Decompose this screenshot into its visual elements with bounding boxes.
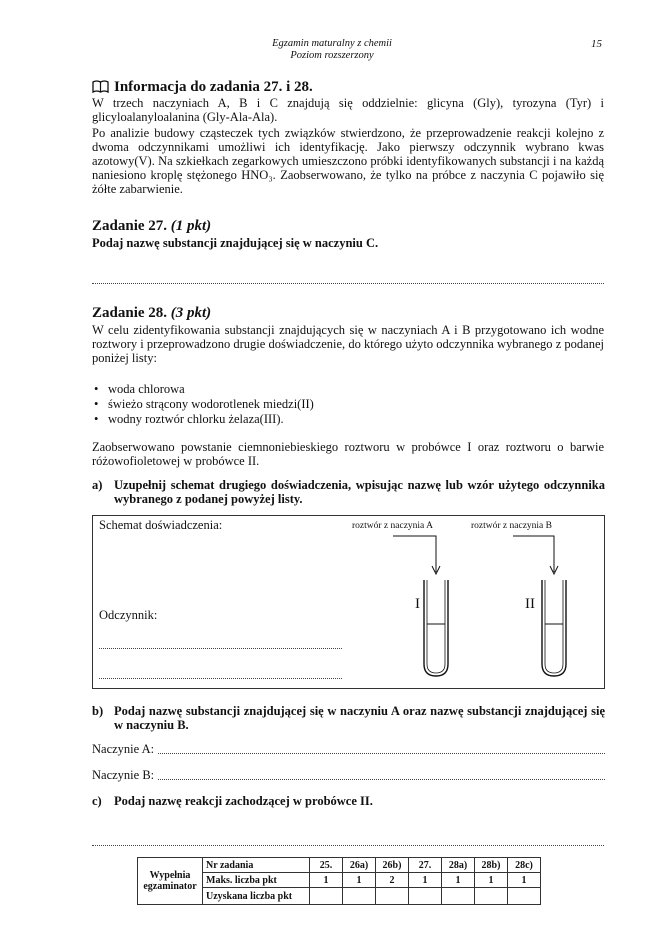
- naczynie-b-label: Naczynie B:: [92, 768, 155, 782]
- page-header: [0, 38, 664, 62]
- task-28-title: Zadanie 28. (3 pkt): [92, 305, 212, 321]
- row-label: Nr zadania: [203, 858, 310, 873]
- task-28-intro: W celu zidentyfikowania substancji znajdujących się w naczyniach A i B przygotowano ich wodne roztwory i przeprowadzono drugie doświadczenie, do którego użyto odczynnika wybranego z podanej poniżej listy:: [92, 323, 604, 365]
- tube-1-label: I: [415, 596, 420, 612]
- naczynie-b-row: [92, 768, 605, 783]
- reagent-label: Odczynnik:: [99, 608, 158, 622]
- score-cell[interactable]: [409, 888, 442, 905]
- subtask-c: c) Podaj nazwę reakcji zachodzącej w probówce II.: [92, 794, 373, 808]
- score-cell[interactable]: [310, 888, 343, 905]
- grade-table: Wypełnia egzaminator Nr zadania 25. 26a) 26b) 27. 28a) 28b) 28c) Maks. liczba pkt 1 1 2 1 1 1 1 Uzyskana liczba pkt: [137, 857, 541, 905]
- list-item: • świeżo strącony wodorotlenek miedzi(II): [108, 397, 314, 412]
- list-item: • wodny roztwór chlorku żelaza(III).: [108, 412, 314, 427]
- task-27-answer-line[interactable]: [92, 283, 604, 284]
- score-cell[interactable]: [376, 888, 409, 905]
- subtask-a: a) Uzupełnij schemat drugiego doświadczenia, wpisując nazwę lub wzór użytego odczynnika wybranego z podanej powyżej listy.: [92, 478, 605, 506]
- list-item: • woda chlorowa: [108, 382, 314, 397]
- test-tubes-drawing: [93, 516, 604, 688]
- tube-2-caption: roztwór z naczynia B: [471, 521, 552, 531]
- task-27-instruction: Podaj nazwę substancji znajdującej się w naczyniu C.: [92, 236, 379, 250]
- naczynie-a-answer-line[interactable]: [158, 742, 605, 754]
- scheme-label: Schemat doświadczenia:: [99, 518, 223, 532]
- header-level: Poziom rozszerzony: [290, 50, 374, 61]
- subtask-c-answer-line[interactable]: [92, 845, 604, 846]
- naczynie-b-answer-line[interactable]: [158, 768, 605, 780]
- row-label: Uzyskana liczba pkt: [203, 888, 310, 905]
- page-number: 15: [591, 38, 602, 50]
- naczynie-a-row: [92, 742, 605, 757]
- tube-2-label: II: [525, 596, 535, 612]
- subtask-b: b) Podaj nazwę substancji znajdującej się w naczyniu A oraz nazwę substancji znajdującej się w naczyniu B.: [92, 704, 605, 732]
- row-label: Maks. liczba pkt: [203, 873, 310, 888]
- score-cell[interactable]: [508, 888, 541, 905]
- experiment-scheme-box: [92, 515, 605, 689]
- score-cell[interactable]: [343, 888, 376, 905]
- examiner-label: Wypełnia egzaminator: [138, 858, 203, 905]
- header-exam-title: Egzamin maturalny z chemii: [272, 38, 392, 49]
- tube-1-caption: roztwór z naczynia A: [352, 521, 433, 531]
- score-cell[interactable]: [442, 888, 475, 905]
- info-paragraph-1: W trzech naczyniach A, B i C znajdują się oddzielnie: glicyna (Gly), tyrozyna (Tyr) i glicyloalanyloalanina (Gly-Ala-Ala).: [92, 96, 604, 124]
- task-27-title: Zadanie 27. (1 pkt): [92, 218, 212, 234]
- info-title: Informacja do zadania 27. i 28.: [92, 78, 313, 98]
- info-paragraph-2: Po analizie budowy cząsteczek tych związków stwierdzono, że przeprowadzenie reakcji kolejno z dwoma odczynnikami umożliwi ich identyfikację. Jako pierwszy odczynnik wybrano kwas azotowy(V). Na szkiełkach zegarkowych umieszczono próbki identyfikowanych substancji i na każdą naniesiono kroplę stężonego HNO₃. Zaobserwowano, że tylko na próbce z naczynia C pojawiło się żółte zabarwienie.: [92, 126, 604, 196]
- score-cell[interactable]: [475, 888, 508, 905]
- reagent-list: [92, 382, 314, 427]
- naczynie-a-label: Naczynie A:: [92, 742, 155, 756]
- task-28-observation: Zaobserwowano powstanie ciemnoniebieskiego roztworu w probówce I oraz roztworu o barwie różowofioletowej w probówce II.: [92, 440, 604, 468]
